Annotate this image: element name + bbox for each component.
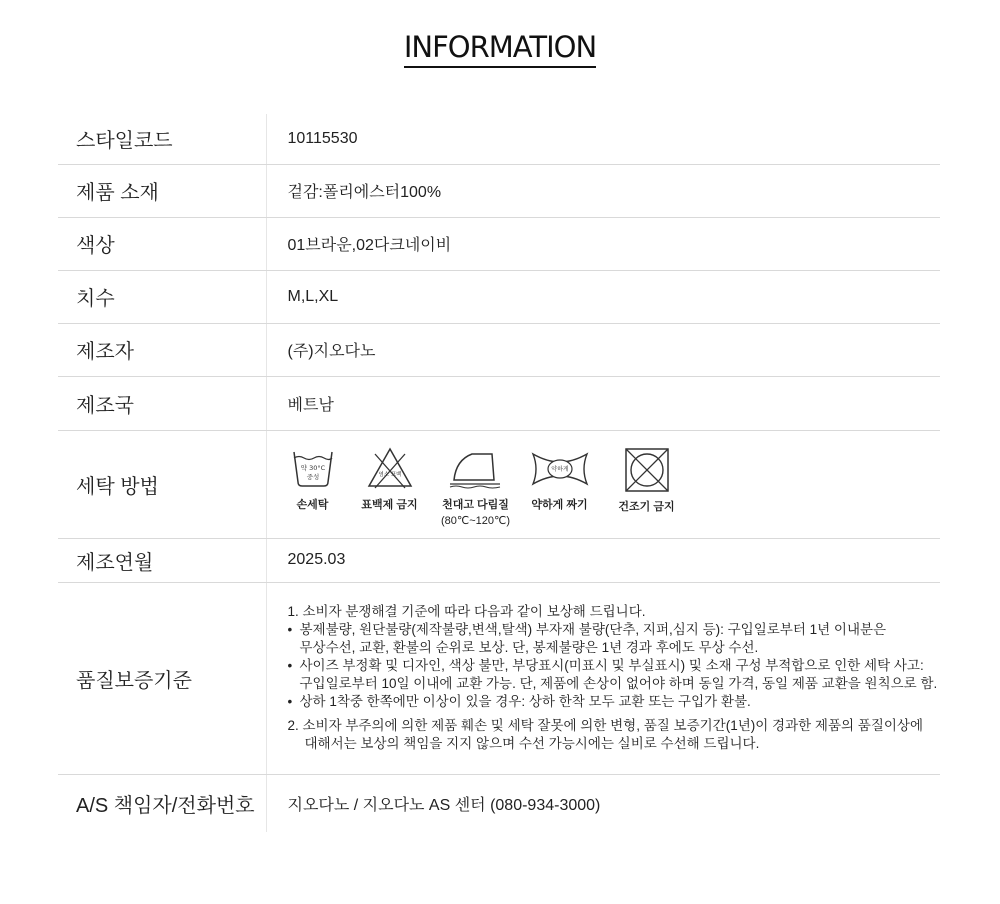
iron-temp-range: (80℃~120℃) (440, 514, 511, 527)
color-value: 01브라운,02다크네이비 (266, 217, 940, 270)
warranty-text (266, 582, 940, 774)
size-value: M,L,XL (266, 270, 940, 323)
table-row (58, 323, 940, 376)
wash-label: 약하게 짜기 (531, 498, 588, 511)
wash-label: 천대고 다림질 (442, 498, 509, 511)
iron-icon (446, 446, 506, 492)
page-title (0, 30, 1000, 64)
row-label: 스타일코드 (58, 114, 266, 164)
date-value: 2025.03 (266, 538, 940, 582)
warranty-bullet-text: 사이즈 부정확 및 디자인, 색상 불만, 부당표시(미표시 및 부실표시) 및 소재 구성 부적합으로 인한 세탁 사고: (299, 658, 924, 673)
row-label: 제조국 (58, 376, 266, 430)
row-label: 세탁 방법 (58, 430, 266, 538)
warranty-bullet (288, 621, 940, 639)
warranty-bullet-text: 상하 1착중 한쪽에만 이상이 있을 경우: 상하 한착 모두 교환 또는 구입가 환불. (299, 694, 751, 709)
warranty-bullet-cont: 무상수선, 교환, 환불의 순위로 보상. 단, 봉제불량은 1년 경과 후에도 무상 수선. (299, 640, 759, 655)
wash-label: 건조기 금지 (618, 500, 675, 513)
table-row (58, 430, 940, 538)
bullet-mark: • (287, 658, 293, 673)
no-bleach-text: 염소 표백 (377, 471, 402, 478)
wash-label: 표백제 금지 (361, 498, 418, 511)
table-row (58, 217, 940, 270)
warranty-bullet (288, 657, 940, 675)
gentle-wring-icon (529, 446, 591, 492)
style-code-value: 10115530 (266, 114, 940, 164)
wash-label: 손세탁 (296, 498, 329, 511)
wring-text: 약하게 (550, 465, 569, 473)
no-tumble-dry-icon (623, 446, 671, 494)
warranty-paragraph: 2. 소비자 부주의에 의한 제품 훼손 및 세탁 잘못에 의한 변형, 품질 보증기간(1년)이 경과한 제품의 품질이상에 (287, 718, 923, 733)
table-row (58, 582, 940, 774)
maker-value: (주)지오다노 (266, 323, 940, 376)
row-label: 품질보증기준 (58, 582, 266, 774)
warranty-bullet-text: 봉제불량, 원단불량(제작불량,변색,탈색) 부자재 불량(단추, 지퍼,심지 등): 구입일로부터 1년 이내분은 (299, 622, 887, 637)
wash-item (288, 446, 338, 512)
row-label: 제조자 (58, 323, 266, 376)
warranty-bullet (288, 693, 940, 711)
row-label: 제품 소재 (58, 164, 266, 217)
row-label: 제조연월 (58, 538, 266, 582)
table-row (58, 376, 940, 430)
table-row (58, 538, 940, 582)
warranty-paragraph: 1. 소비자 분쟁해결 기준에 따라 다음과 같이 보상해 드립니다. (287, 604, 646, 619)
hand-wash-detergent: 중성 (306, 472, 319, 481)
page-title-text: INFORMATION (404, 30, 596, 68)
hand-wash-temp: 약 30°C (300, 463, 325, 472)
wash-item (438, 446, 514, 527)
hand-wash-icon (290, 446, 336, 492)
row-label: 색상 (58, 217, 266, 270)
row-label: 치수 (58, 270, 266, 323)
country-value: 베트남 (266, 376, 940, 430)
wash-item (522, 446, 598, 512)
warranty-bullet-cont: 구입일로부터 10일 이내에 교환 가능. 단, 제품에 손상이 없어야 하며 동일 가격, 동일 제품 교환을 원칙으로 함. (299, 676, 938, 691)
material-value: 겉감:폴리에스터100% (266, 164, 940, 217)
wash-icons (266, 430, 940, 538)
row-label: A/S 책임자/전화번호 (58, 774, 266, 832)
as-contact-value: 지오다노 / 지오다노 AS 센터 (080-934-3000) (287, 796, 601, 814)
bullet-mark: • (287, 694, 293, 709)
info-table (58, 114, 940, 832)
wash-item (350, 446, 430, 512)
no-bleach-icon (366, 446, 414, 492)
table-row (58, 164, 940, 217)
wash-item (612, 446, 682, 514)
table-row (58, 114, 940, 164)
table-row (58, 774, 940, 832)
bullet-mark: • (287, 622, 293, 637)
warranty-paragraph-cont: 대해서는 보상의 책임을 지지 않으며 수선 가능시에는 실비로 수선해 드립니다. (304, 736, 760, 751)
table-row (58, 270, 940, 323)
